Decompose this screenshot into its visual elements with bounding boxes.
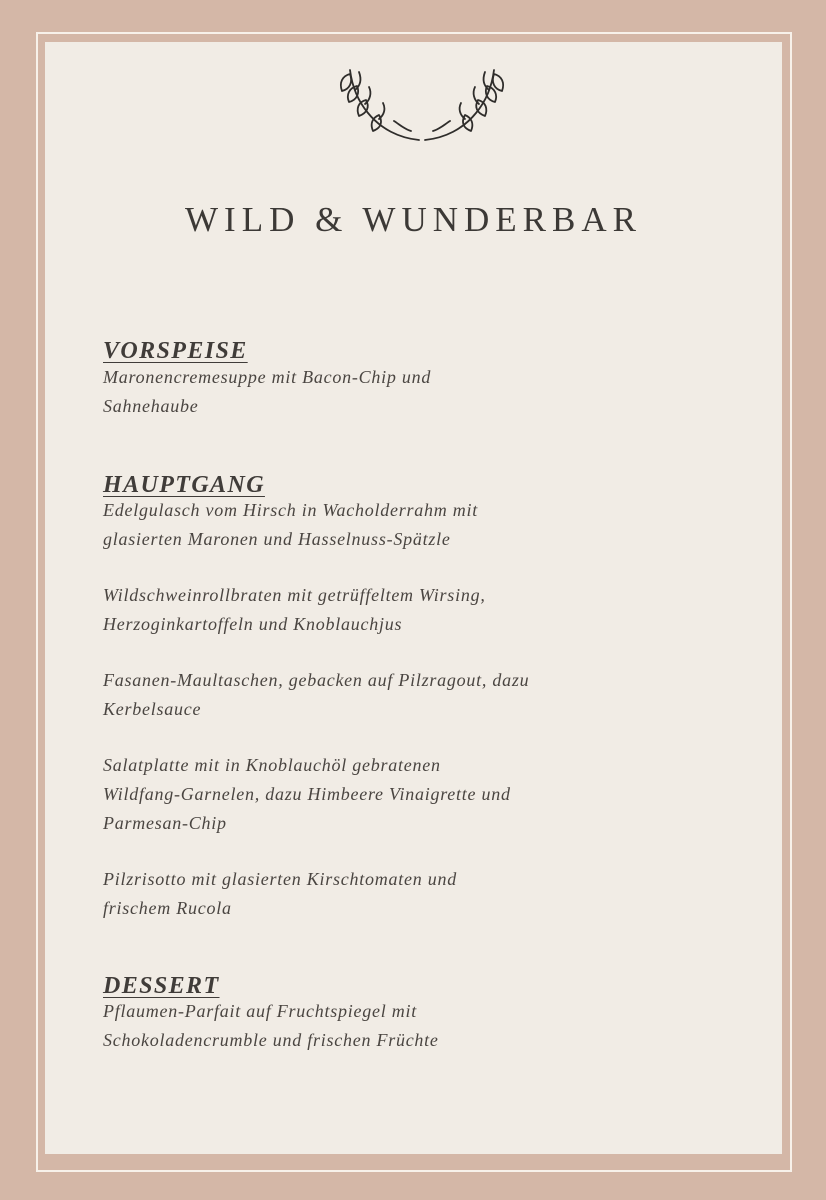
section-heading-hauptgang: HAUPTGANG <box>103 471 265 498</box>
menu-title: WILD & WUNDERBAR <box>185 200 642 240</box>
laurel-wreath-icon <box>332 62 512 146</box>
dish-vorspeise: Maronencremesuppe mit Bacon-Chip und Sahnehaube <box>103 367 432 416</box>
dish-dessert: Pflaumen-Parfait auf Fruchtspiegel mit Schokoladencrumble und frischen Früchte <box>103 1001 439 1050</box>
section-heading-vorspeise: VORSPEISE <box>103 337 248 364</box>
dish-hauptgang-4: Salatplatte mit in Knoblauchöl gebratenen Wildfang-Garnelen, dazu Himbeere Vinaigrette und Parmesan-Chip <box>103 755 511 833</box>
dish-hauptgang-3: Fasanen-Maultaschen, gebacken auf Pilzragout, dazu Kerbelsauce <box>103 670 530 719</box>
menu-content <box>45 42 782 1154</box>
dish-hauptgang-2: Wildschweinrollbraten mit getrüffeltem Wirsing, Herzoginkartoffeln und Knoblauchjus <box>103 585 486 634</box>
section-heading-dessert: DESSERT <box>103 972 220 999</box>
dish-hauptgang-5: Pilzrisotto mit glasierten Kirschtomaten und frischem Rucola <box>103 869 458 918</box>
dish-hauptgang-1: Edelgulasch vom Hirsch in Wacholderrahm mit glasierten Maronen und Hasselnuss-Spätzle <box>103 500 479 549</box>
menu-card <box>45 42 782 1154</box>
